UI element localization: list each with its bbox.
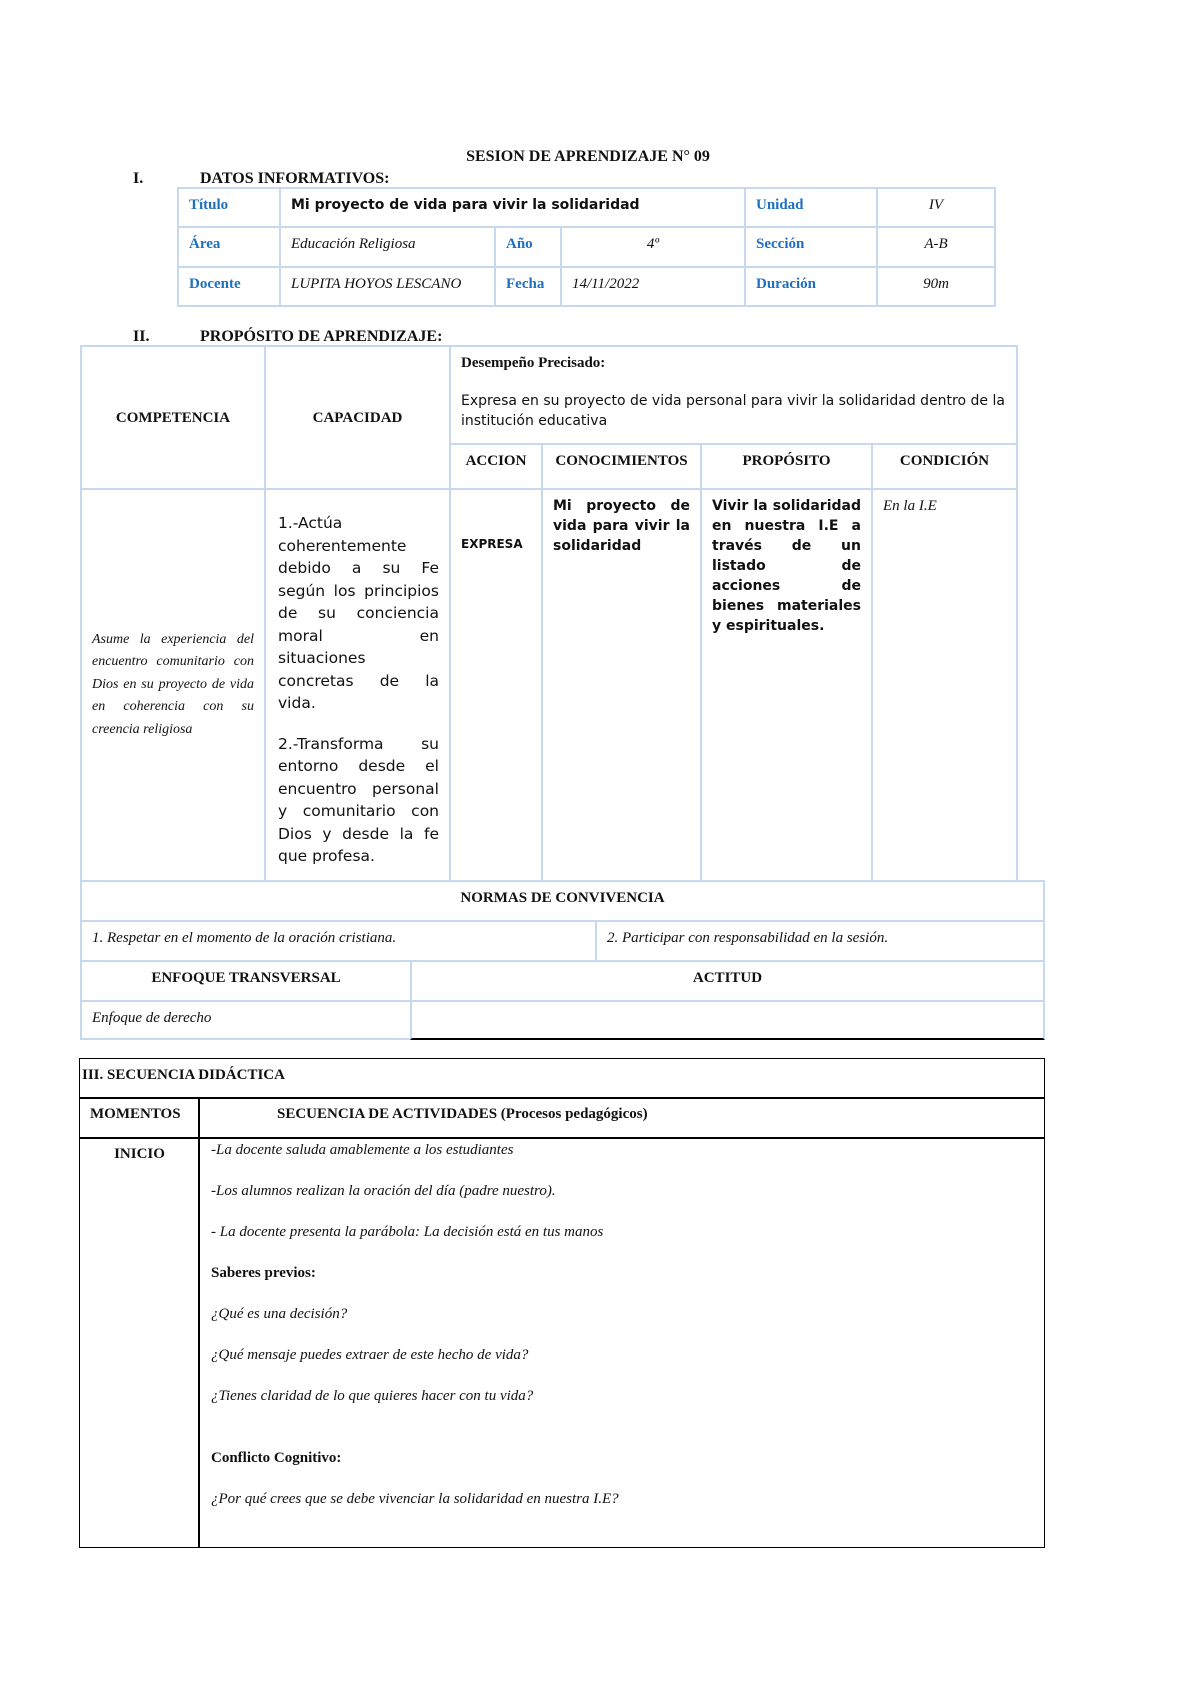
fecha-value: 14/11/2022 <box>560 266 746 307</box>
secuencia-heading: III. SECUENCIA DIDÁCTICA <box>79 1058 1045 1099</box>
proposito-cell: Vivir la solidaridad en nuestra I.E a través de un listado de acciones de bienes materiales y espirituales. <box>700 488 873 882</box>
session-title: SESION DE APRENDIZAJE N° 09 <box>466 148 710 165</box>
accion-header: ACCION <box>449 443 543 490</box>
area-value: Educación Religiosa <box>279 226 496 268</box>
accion-cell: EXPRESA <box>449 488 543 882</box>
area-label: Área <box>177 226 281 268</box>
desempeno-label: Desempeño Precisado: <box>461 355 606 371</box>
condicion-cell: En la I.E <box>871 488 1018 882</box>
capacidad-header <box>264 345 451 490</box>
saberes-label: Saberes previos: <box>211 1265 316 1281</box>
titulo-label: Título <box>177 187 281 228</box>
competencia-cell <box>80 488 266 882</box>
section-1-number: I. <box>133 170 144 187</box>
saberes-question: ¿Qué es una decisión? <box>211 1306 348 1322</box>
conocimientos-header: CONOCIMIENTOS <box>541 443 702 490</box>
capacidad-header-text: CAPACIDAD <box>312 409 403 426</box>
anio-label: Año <box>494 226 562 268</box>
competencia-header <box>80 345 266 490</box>
duracion-label: Duración <box>744 266 878 307</box>
enfoque-value: Enfoque de derecho <box>80 1000 412 1040</box>
capacidad-cell <box>264 488 451 882</box>
anio-value: 4º <box>560 226 746 268</box>
enfoque-header: ENFOQUE TRANSVERSAL <box>80 960 412 1002</box>
actitud-value <box>410 1000 1045 1040</box>
desempeno-text: Expresa en su proyecto de vida personal para vivir la solidaridad dentro de la institución educativa <box>461 393 1005 429</box>
saberes-question: ¿Qué mensaje puedes extraer de este hecho de vida? <box>211 1347 529 1363</box>
capacidad-1: 1.-Actúa coherentemente debido a su Fe según los principios de su conciencia moral en situaciones concretas de la vida. <box>278 514 439 712</box>
norma-1: 1. Respetar en el momento de la oración cristiana. <box>80 920 597 962</box>
unidad-value: IV <box>876 187 996 228</box>
normas-header: NORMAS DE CONVIVENCIA <box>80 880 1045 922</box>
proposito-header: PROPÓSITO <box>700 443 873 490</box>
conflicto-label: Conflicto Cognitivo: <box>211 1450 342 1466</box>
competencia-header-text: COMPETENCIA <box>115 409 231 426</box>
section-2-number: II. <box>133 328 150 345</box>
docente-value: LUPITA HOYOS LESCANO <box>279 266 496 307</box>
seccion-value: A-B <box>876 226 996 268</box>
capacidad-2: 2.-Transforma su entorno desde el encuentro personal y comunitario con Dios y desde la fe que profesa. <box>278 734 439 865</box>
section-2-heading: PROPÓSITO DE APRENDIZAJE: <box>200 328 443 345</box>
conocimientos-cell: Mi proyecto de vida para vivir la solidaridad <box>541 488 702 882</box>
activity-line: -La docente saluda amablemente a los estudiantes <box>211 1142 514 1158</box>
momento-inicio: INICIO <box>79 1137 200 1548</box>
norma-2: 2. Participar con responsabilidad en la sesión. <box>595 920 1045 962</box>
activity-line: - La docente presenta la parábola: La decisión está en tus manos <box>211 1224 604 1240</box>
activity-line: -Los alumnos realizan la oración del día (padre nuestro). <box>211 1183 556 1199</box>
desempeno-cell <box>449 345 1018 445</box>
duracion-value: 90m <box>876 266 996 307</box>
conflicto-question: ¿Por qué crees que se debe vivenciar la solidaridad en nuestra I.E? <box>211 1491 619 1507</box>
unidad-label: Unidad <box>744 187 878 228</box>
inicio-activities <box>198 1137 1045 1548</box>
titulo-value: Mi proyecto de vida para vivir la solidaridad <box>279 187 746 228</box>
section-1-heading: DATOS INFORMATIVOS: <box>200 170 390 187</box>
secuencia-header: SECUENCIA DE ACTIVIDADES (Procesos pedagógicos) <box>198 1097 1045 1139</box>
momentos-header: MOMENTOS <box>79 1097 200 1139</box>
saberes-question: ¿Tienes claridad de lo que quieres hacer con tu vida? <box>211 1388 534 1404</box>
condicion-header: CONDICIÓN <box>871 443 1018 490</box>
actitud-header: ACTITUD <box>410 960 1045 1002</box>
fecha-label: Fecha <box>494 266 562 307</box>
docente-label: Docente <box>177 266 281 307</box>
competencia-text: Asume la experiencia del encuentro comunitario con Dios en su proyecto de vida en coherencia con su creencia religiosa <box>92 631 254 737</box>
seccion-label: Sección <box>744 226 878 268</box>
